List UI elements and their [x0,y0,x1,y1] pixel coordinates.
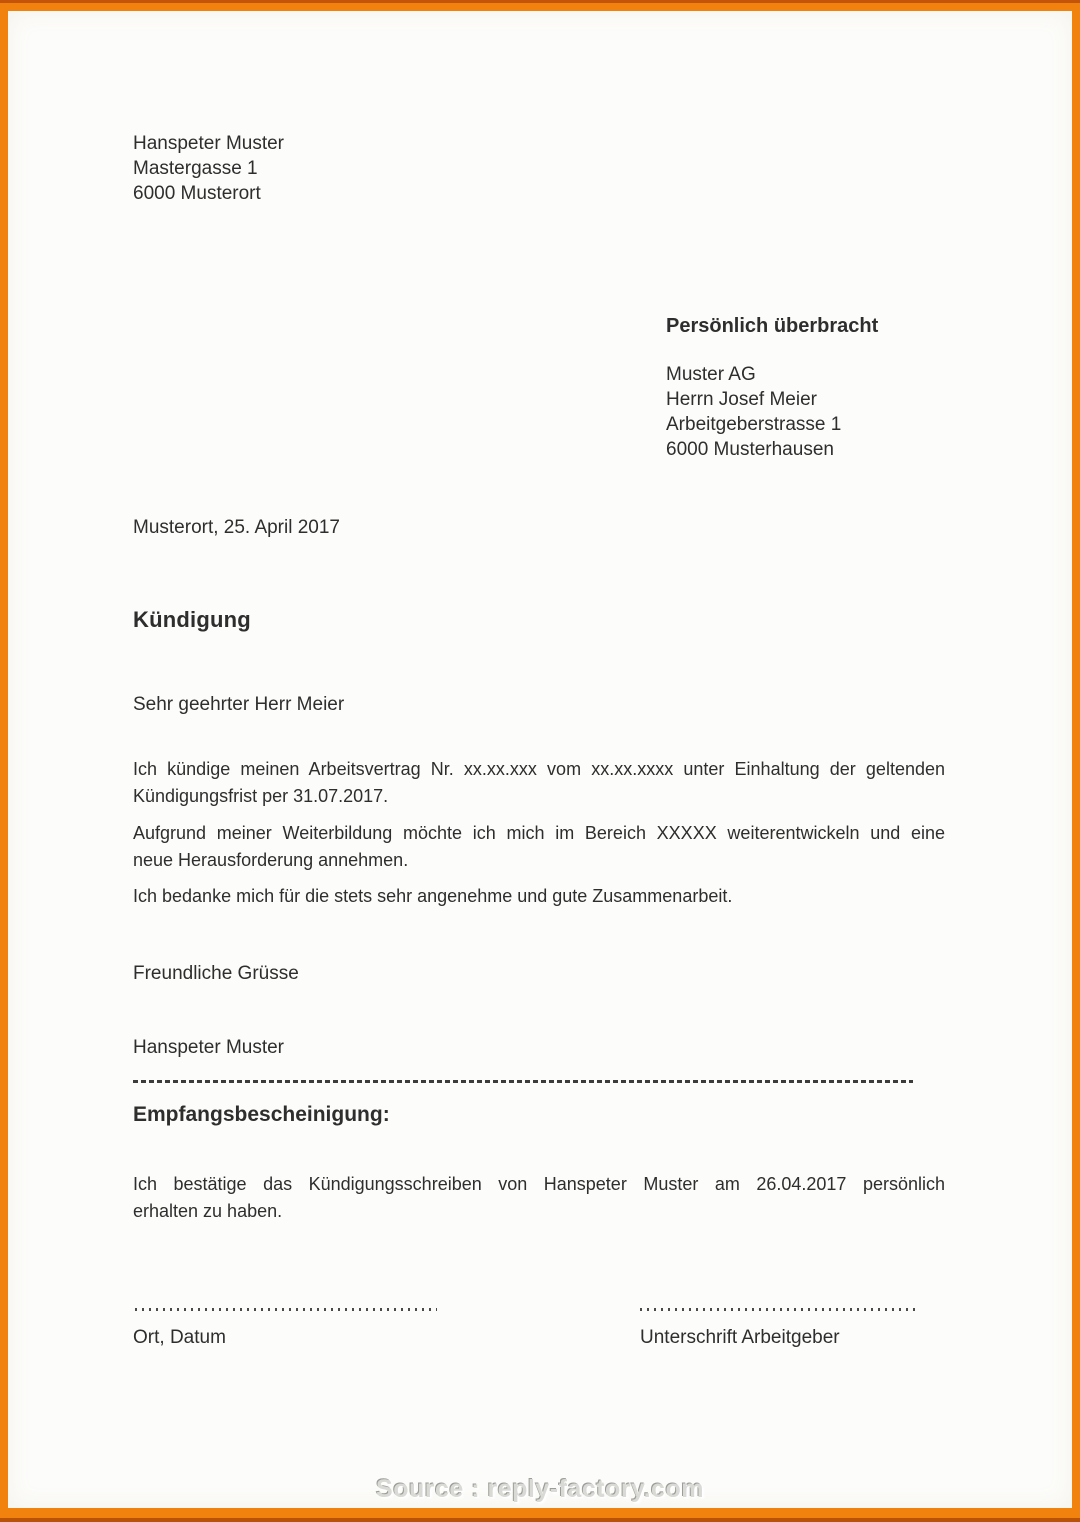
letter-content [0,3,1080,1518]
body-paragraph [133,820,945,874]
salutation: Sehr geehrter Herr Meier [133,694,345,715]
receipt-body-paragraph [133,1171,945,1225]
body-paragraph [133,883,945,910]
body-paragraph [133,756,945,810]
signature-dotted-line-right [640,1308,916,1311]
closing-phrase: Freundliche Grüsse [133,963,299,984]
recipient-city: 6000 Musterhausen [666,439,834,460]
source-watermark: Source : reply-factory.com [376,1475,704,1503]
dateline: Musterort, 25. April 2017 [133,517,340,538]
paragraph-line: Ich bestätige das Kündigungsschreiben von Hanspeter Muster am 26.04.2017 persönlich [133,1174,945,1194]
signature-dotted-line-left [135,1308,437,1311]
paragraph-line: Ich bedanke mich für die stets sehr angenehme und gute Zusammenarbeit. [133,886,733,906]
signature-label-place-date: Ort, Datum [133,1327,226,1348]
letter-page [8,11,1072,1508]
paragraph-line: erhalten zu haben. [133,1201,283,1221]
receipt-heading: Empfangsbescheinigung: [133,1103,390,1126]
paragraph-line: Ich kündige meinen Arbeitsvertrag Nr. xx.xx.xxx vom xx.xx.xxxx unter Einhaltung der geltenden [133,759,945,779]
sender-city: 6000 Musterort [133,183,261,204]
recipient-address-block [666,362,841,462]
recipient-attention: Herrn Josef Meier [666,389,817,410]
sender-name: Hanspeter Muster [133,133,285,154]
signature-name: Hanspeter Muster [133,1037,285,1058]
sender-street: Mastergasse 1 [133,158,258,179]
delivery-note: Persönlich überbracht [666,315,879,337]
subject-heading: Kündigung [133,607,251,632]
recipient-company: Muster AG [666,364,756,385]
recipient-street: Arbeitgeberstrasse 1 [666,414,842,435]
sender-address-block [133,131,284,206]
signature-label-employer: Unterschrift Arbeitgeber [640,1327,840,1348]
paragraph-line: Aufgrund meiner Weiterbildung möchte ich mich im Bereich XXXXX weiterentwickeln und eine [133,823,945,843]
paragraph-line: neue Herausforderung annehmen. [133,850,409,870]
separator-dashed-line [133,1080,913,1083]
paragraph-line: Kündigungsfrist per 31.07.2017. [133,786,389,806]
